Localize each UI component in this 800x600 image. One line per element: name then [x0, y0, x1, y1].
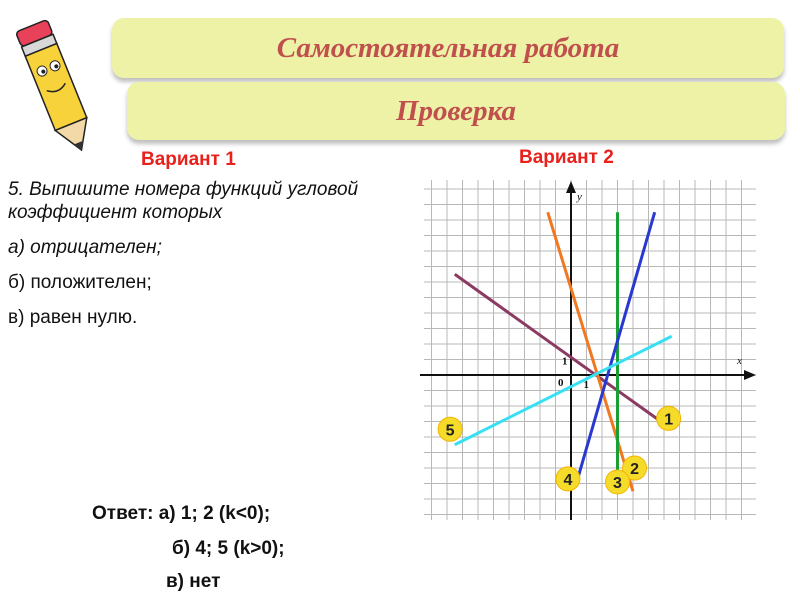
task-item-a: а) отрицателен;	[8, 237, 162, 258]
origin-label: 0	[558, 377, 564, 389]
task-item-c: в) равен нулю.	[8, 307, 138, 328]
subtitle-text: Проверка	[395, 94, 516, 127]
x-axis-arrow	[744, 370, 756, 380]
variant2-label: Вариант 2	[519, 147, 614, 168]
task-question: 5. Выпишите номера функций угловой коэффициент которых	[8, 179, 359, 223]
series-label-1: 1	[664, 411, 674, 429]
series-label-3: 3	[613, 474, 622, 492]
series-label-4: 4	[563, 471, 573, 489]
x-tick-label: 1	[583, 379, 589, 391]
series-label-2: 2	[630, 461, 640, 478]
y-tick-label: 1	[562, 355, 568, 368]
variant1-label: Вариант 1	[141, 149, 236, 170]
answer-line-3: в) нет	[166, 571, 221, 592]
series-line-2	[548, 212, 633, 491]
answer-line-1: Ответ: а) 1; 2 (k<0);	[92, 503, 271, 524]
x-axis-label: x	[737, 355, 742, 367]
task-item-b: б) положителен;	[8, 272, 152, 293]
y-axis-arrow	[566, 181, 576, 193]
series-label-5: 5	[445, 422, 455, 440]
title-text: Самостоятельная работа	[276, 31, 620, 64]
y-axis-label: y	[577, 191, 582, 203]
answer-line-2: б) 4; 5 (k>0);	[172, 538, 285, 559]
